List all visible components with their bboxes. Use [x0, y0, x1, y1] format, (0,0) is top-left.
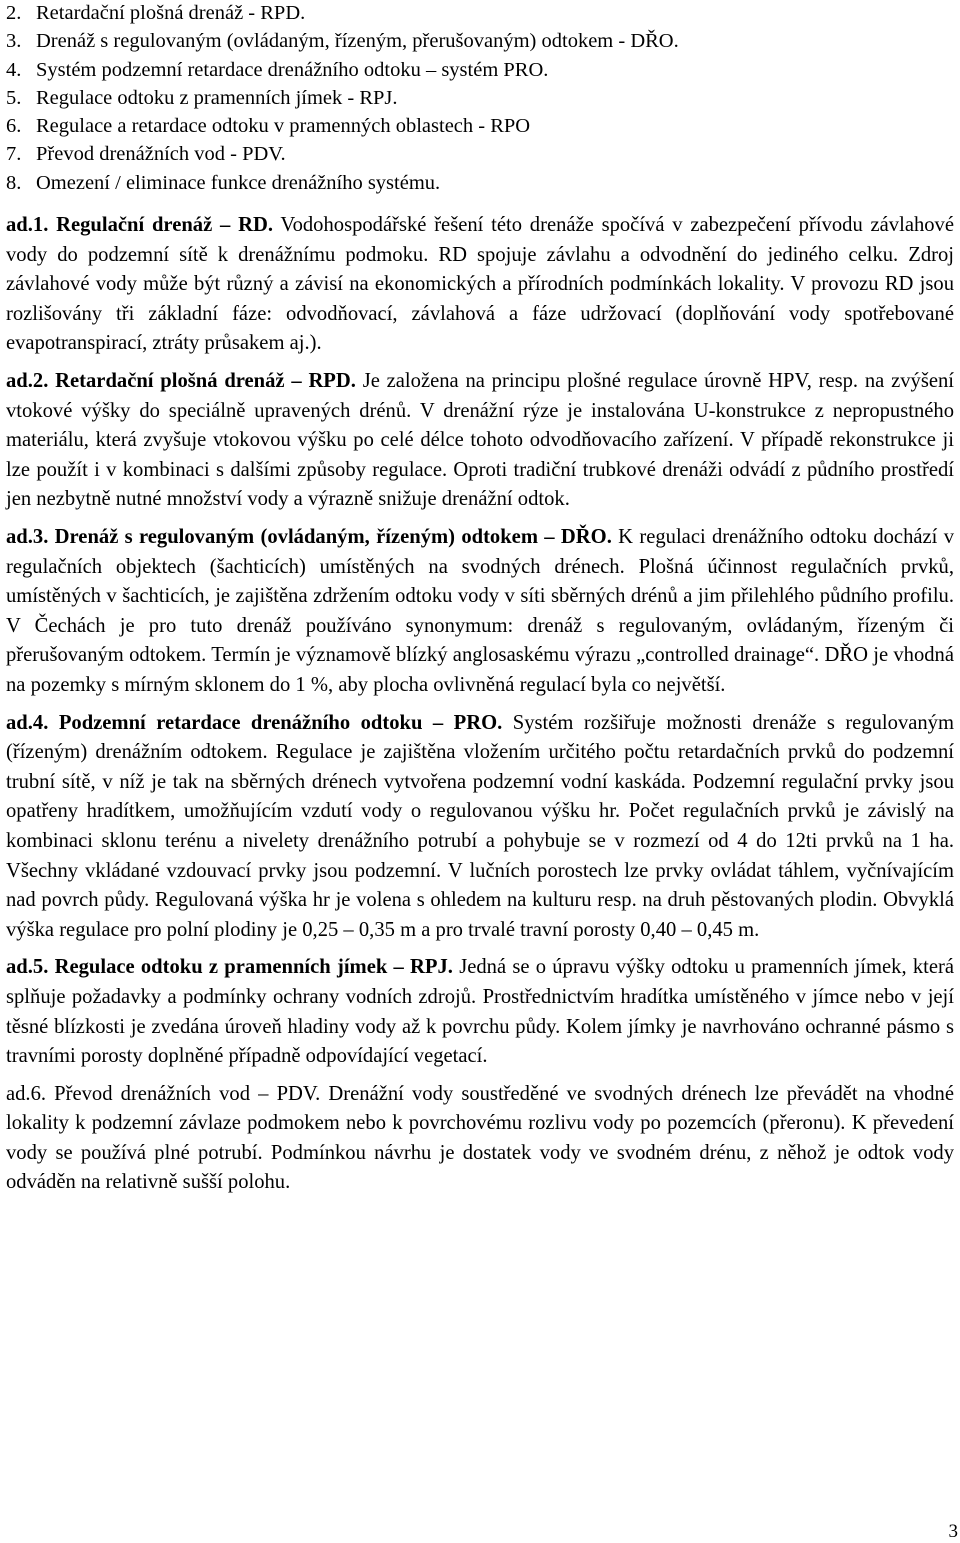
- section-heading: ad.2. Retardační plošná drenáž – RPD.: [6, 370, 356, 393]
- section-paragraph: [6, 523, 954, 701]
- list-item-number: 2.: [6, 2, 22, 24]
- list-item-text: Drenáž s regulovaným (ovládaným, řízeným, přerušovaným) odtokem - DŘO.: [36, 30, 679, 53]
- list-item-text: Omezení / eliminace funkce drenážního systému.: [36, 171, 441, 194]
- list-item-text: Regulace odtoku z pramenních jímek - RPJ.: [36, 86, 398, 109]
- list-item: [6, 140, 954, 168]
- list-item-number: 6.: [6, 115, 22, 138]
- section-body: K regulaci drenážního odtoku dochází v regulačních objektech (šachticích) umístěných na svodných drénech. Plošná účinnost regulačních prvků, umístěných v šachticích, je zajištěna zdržením odtoku vody v síti sběrných drénů a jim přilehlého půdního profilu. V Čechách je pro tuto drenáž používáno synonymum: drenáž s regulovaným, ovládaným, řízeným či přerušovaným odtokem. Termín je významově blízký anglosaskému výrazu „controlled drainage“. DŘO je vhodná na pozemky s mírným sklonem do 1 %, aby plocha ovlivněná regulací byla co největší.: [6, 526, 954, 696]
- list-item: [6, 169, 954, 197]
- document-page: [6, 0, 954, 1198]
- section-heading: ad.1. Regulační drenáž – RD.: [6, 214, 273, 237]
- section-paragraph: [6, 953, 954, 1071]
- list-item-text: Systém podzemní retardace drenážního odtoku – systém PRO.: [36, 58, 549, 81]
- list-item-text: Retardační plošná drenáž - RPD.: [36, 2, 306, 24]
- section-body: Je založena na principu plošné regulace úrovně HPV, resp. na zvýšení vtokové výšky do speciálně upravených drénů. V drenážní rýze je instalována U-konstrukce z nepropustného materiálu, která zvyšuje vtokovou výšku po celé délce tohoto odvodňovacího zařízení. V případě rekonstrukce ji lze použít i v kombinaci s dalšími způsoby regulace. Oproti tradiční trubkové drenáži odvádí z půdního prostředí jen nezbytně nutné množství vody a výrazně snižuje drenážní odtok.: [6, 370, 955, 511]
- list-item: [6, 84, 954, 112]
- section-heading: ad.3. Drenáž s regulovaným (ovládaným, řízeným) odtokem – DŘO.: [6, 526, 612, 549]
- page-number: 3: [948, 1521, 958, 1542]
- section-paragraph: [6, 367, 954, 515]
- section-heading: ad.5. Regulace odtoku z pramenních jímek – RPJ.: [6, 956, 453, 979]
- list-item-number: 4.: [6, 58, 22, 81]
- list-item-number: 7.: [6, 143, 22, 166]
- section-body: Vodohospodářské řešení této drenáže spočívá v zabezpečení přívodu závlahové vody do podzemní sítě k drenážnímu podmoku. RD spojuje závlahu a odvodnění do jediného celku. Zdroj závlahové vody může být různý a závisí na ekonomických a přírodních podmínkách lokality. V provozu RD jsou rozlišovány tři základní fáze: odvodňovací, závlahová a fáze udržovací (doplňování vody spotřebované evapotranspirací, ztráty průsakem aj.).: [6, 214, 954, 355]
- list-item-text: Převod drenážních vod - PDV.: [36, 143, 286, 166]
- section-heading: ad.4. Podzemní retardace drenážního odtoku – PRO.: [6, 711, 503, 734]
- list-item: [6, 0, 954, 27]
- list-item: [6, 27, 954, 55]
- section-body: Jedná se o úpravu výšky odtoku u pramenních jímek, která splňuje požadavky a podmínky ochrany vodních zdrojů. Prostřednictvím hradítka umístěného v jímce nebo v její těsné blízkosti je zvedána úroveň hladiny vody až k povrchu půdy. Kolem jímky je navrhováno ochranné pásmo s travními porosty doplněné případně odpovídající vegetací.: [6, 956, 954, 1068]
- numbered-list: [6, 0, 954, 197]
- section-paragraph: [6, 211, 954, 359]
- section-body: Systém rozšiřuje možnosti drenáže s regulovaným (řízeným) drenážním odtokem. Regulace je zajištěna vložením určitého počtu retardačních prvků do podzemní trubní sítě, v níž je tak na sběrných drénech vytvořena podzemní vodní kaskáda. Podzemní regulační prvky jsou opatřeny hradítkem, umožňujícím vzdutí vody o regulovanou výšku hr. Počet regulačních prvků je závislý na kombinaci sklonu terénu a nivelety drenážního potrubí a pohybuje se v rozmezí od 4 do 12ti prvků na 1 ha. Všechny vkládané vzdouvací prvky jsou podzemní. V lučních porostech lze prvky ovládat táhlem, vyčnívajícím nad povrch půdy. Regulovaná výška hr je volena s ohledem na kulturu resp. na druh pěstovaných plodin. Obvyklá výška regulace pro polní plodiny je 0,25 – 0,35 m a pro trvalé travní porosty 0,40 – 0,45 m.: [6, 711, 954, 941]
- section-paragraph: [6, 709, 954, 946]
- list-item-number: 5.: [6, 86, 22, 109]
- list-item-text: Regulace a retardace odtoku v pramenných oblastech - RPO: [36, 115, 531, 138]
- list-item-number: 8.: [6, 171, 22, 194]
- section-paragraph: [6, 1080, 954, 1198]
- list-item: [6, 112, 954, 140]
- list-item: [6, 56, 954, 84]
- list-item-number: 3.: [6, 30, 22, 53]
- section-body: ad.6. Převod drenážních vod – PDV. Drenážní vody soustředěné ve svodných drénech lze převádět na vhodné lokality k podzemní závlaze podmokem nebo k povrchovému rozlivu vody po pozemcích (přeronu). K převedení vody se používá plné potrubí. Podmínkou návrhu je dostatek vody ve svodném drénu, z něhož je odtok vody odváděn na relativně sušší polohu.: [6, 1082, 954, 1194]
